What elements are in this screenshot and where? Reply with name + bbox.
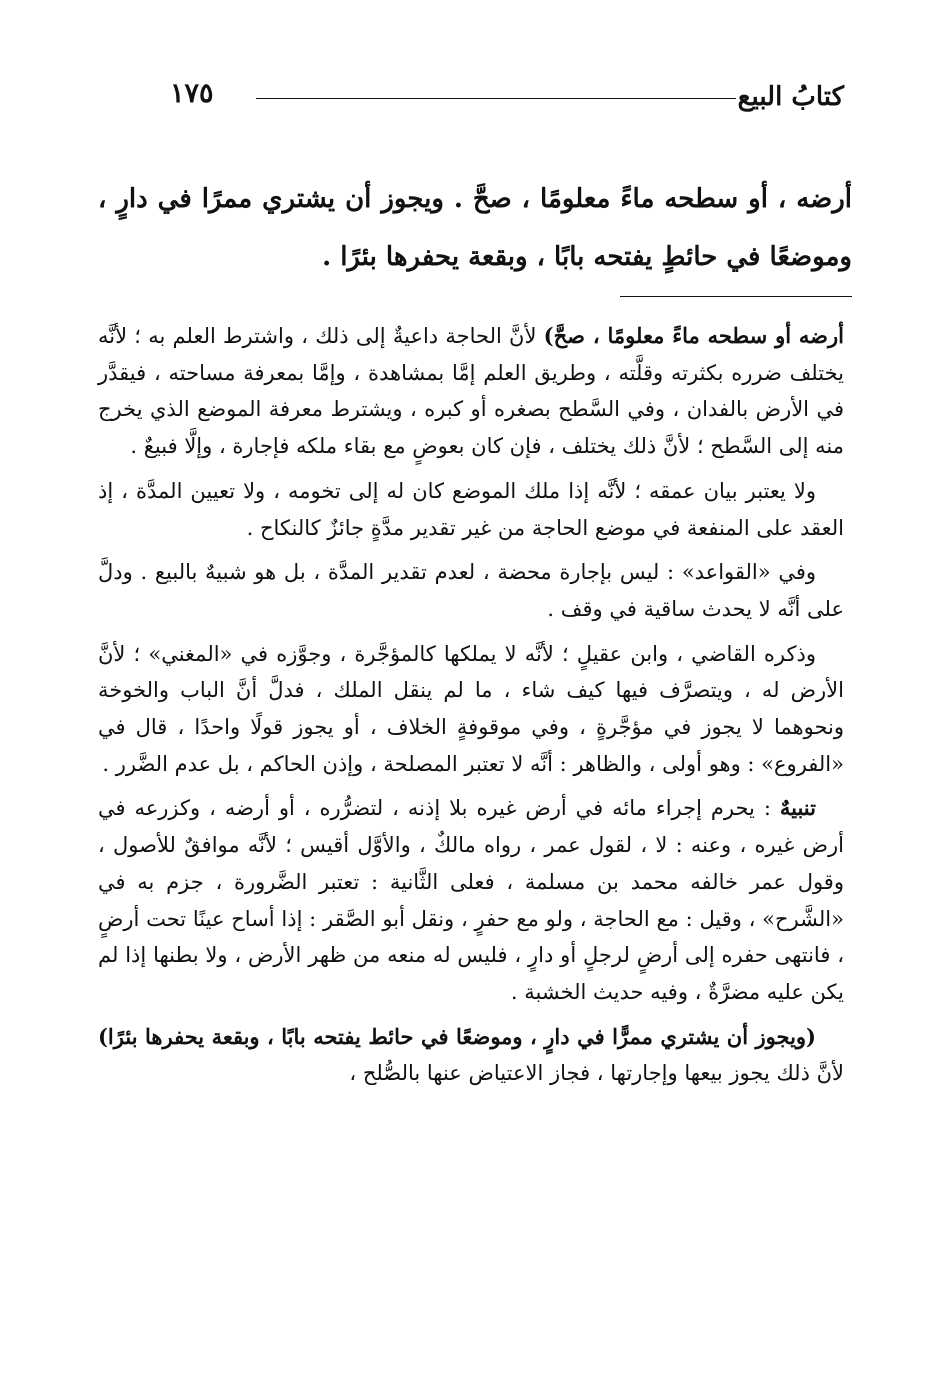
main-text <box>98 170 852 286</box>
chapter-title: كتابُ البيع <box>737 82 844 112</box>
page-number: ١٧٥ <box>170 78 214 109</box>
commentary-paragraph-3: وفي «القواعد» : ليس بإجارة محضة ، لعدم تقدير المدَّة ، بل هو شبيهٌ بالبيع . ودلَّ على أنَّه لا يحدث ساقية في وقف . <box>98 560 844 621</box>
commentary-paragraph-2: ولا يعتبر بيان عمقه ؛ لأنَّه إذا ملك الموضع كان له إلى تخومه ، ولا تعيين المدَّة ، إذ العقد على المنفعة في موضع الحاجة من غير تقدير مدَّةٍ جائزٌ كالنكاح . <box>98 478 844 540</box>
commentary-paragraph-6 <box>98 1019 844 1092</box>
commentary-text: لأنَّ ذلك يجوز بيعها وإجارتها ، فجاز الاعتياض عنها بالصُّلح ، <box>349 1061 844 1086</box>
commentary-paragraph-1 <box>98 318 844 465</box>
commentary-paragraph-5 <box>98 790 844 1010</box>
commentary-text: : يحرم إجراء مائه في أرض غيره بلا إذنه ، لتضرُّره ، أو أرضه ، وكزرعه في أرض غيره ، وعنه : لا ، لقول عمر ، رواه مالكٌ ، والأوَّل أقيس ؛ لأنَّه موافقٌ للأصول ، وقول عمر خالفه محمد بن مسلمة ، فعلى الثَّانية : تعتبر الضَّرورة ، جزم به في «الشَّرح» ، وقيل : مع الحاجة ، ولو مع حفرٍ ، ونقل أبو الصَّقر : إذا أساح عينًا تحت أرضٍ ، فانتهى حفره إلى أرضٍ لرجلٍ أو دارٍ ، فليس له منعه من ظهر الأرض ، ولا بطنها إذا لم يكن عليه مضرَّةٌ ، وفيه حديث الخشبة . <box>98 796 844 1004</box>
note-label: تنبيهٌ <box>779 795 816 821</box>
header-rule <box>256 98 736 99</box>
quoted-text: (ويجوز أن يشتري ممرًّا في دارٍ ، وموضعًا في حائط يفتحه بابًا ، وبقعة يحفرها بئرًا) <box>98 1023 816 1049</box>
commentary-paragraph-4: وذكره القاضي ، وابن عقيلٍ ؛ لأنَّه لا يملكها كالمؤجَّرة ، وجوَّزه في «المغني» ؛ لأنَّ الأرض له ، ويتصرَّف فيها كيف شاء ، ما لم ينقل الملك ، فدلَّ أنَّ الباب والخوخة ونحوهما لا يجوز في مؤجَّرةٍ ، وفي موقوفةٍ الخلاف ، أو يجوز قولًا واحدًا ، قال في «الفروع» : وهو أولى ، والظاهر : أنَّه لا تعتبر المصلحة ، وإذن الحاكم ، بل عدم الضَّرر . <box>98 641 844 776</box>
commentary-text: لأنَّ الحاجة داعيةٌ إلى ذلك ، واشترط العلم به ؛ لأنَّه يختلف ضرره بكثرته وقلَّته ، وطريق العلم إمَّا بمشاهدة ، وإمَّا بمعرفة مساحته ، فيقدَّر في الأرض بالفدان ، وفي السَّطح بصغره أو كبره ، ويشترط معرفة الموضع الذي يخرج منه إلى السَّطح ؛ لأنَّ ذلك يختلف ، فإن كان بعوضٍ مع بقاء ملكه فإجارة ، وإلَّا فبيعٌ . <box>98 324 844 459</box>
quoted-text: أرضه أو سطحه ماءً معلومًا ، صحَّ) <box>543 323 844 348</box>
running-header <box>160 78 844 122</box>
commentary-separator <box>620 296 852 297</box>
main-text-paragraph: أرضه ، أو سطحه ماءً معلومًا ، صحَّ . ويجوز أن يشتري ممرًا في دارٍ ، وموضعًا في حائطٍ يفتحه بابًا ، وبقعة يحفرها بئرًا . <box>98 184 852 272</box>
commentary <box>98 318 844 1100</box>
